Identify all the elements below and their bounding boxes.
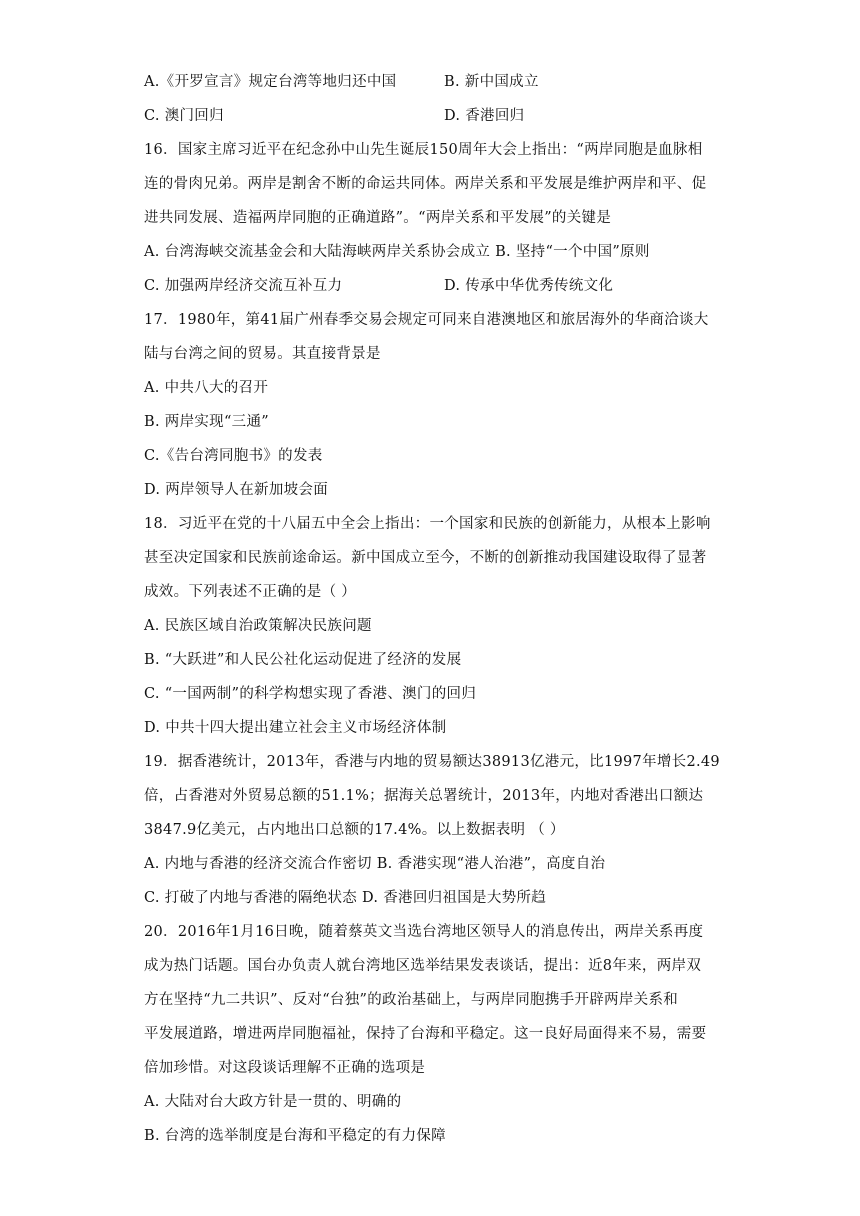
q19-option-ab: A. 内地与香港的经济交流合作密切 B. 香港实现“港人治港”，高度自治 (144, 856, 606, 872)
q16-stem-line: 进共同发展、造福两岸同胞的正确道路”。“两岸关系和平发展”的关键是 (144, 210, 612, 226)
q17-option-c: C.《告台湾同胞书》的发表 (144, 448, 323, 464)
q17-option-b: B. 两岸实现“三通” (144, 414, 269, 430)
q18-stem-line: 成效。下列表述不正确的是（ ） (144, 584, 357, 600)
q17-stem-line: 陆与台湾之间的贸易。其直接背景是 (144, 346, 381, 362)
q20-stem-line: 平发展道路，增进两岸同胞福祉，保持了台海和平稳定。这一良好局面得来不易，需要 (144, 1026, 707, 1042)
q20-stem-line: 方在坚持“九二共识”、反对“台独”的政治基础上，与两岸同胞携手开辟两岸关系和 (144, 992, 679, 1008)
q15-option-d: D. 香港回归 (444, 108, 525, 124)
q18-stem-line: 甚至决定国家和民族前途命运。新中国成立至今，不断的创新推动我国建设取得了显著 (144, 550, 707, 566)
q20-option-a: A. 大陆对台大政方针是一贯的、明确的 (144, 1094, 402, 1110)
q15-option-a: A.《开罗宣言》规定台湾等地归还中国 (144, 74, 397, 90)
q15-option-c: C. 澳门回归 (144, 108, 224, 124)
q18-option-a: A. 民族区域自治政策解决民族问题 (144, 618, 372, 634)
q17-option-a: A. 中共八大的召开 (144, 380, 269, 396)
q18-stem-line: 18．习近平在党的十八届五中全会上指出：一个国家和民族的创新能力，从根本上影响 (144, 516, 711, 532)
q18-option-d: D. 中共十四大提出建立社会主义市场经济体制 (144, 720, 447, 736)
q16-stem-line: 16．国家主席习近平在纪念孙中山先生诞辰150周年大会上指出：“两岸同胞是血脉相 (144, 142, 703, 158)
q19-stem-line: 19．据香港统计，2013年，香港与内地的贸易额达38913亿港元，比1997年增长2.49 (144, 754, 720, 770)
q16-stem-line: 连的骨肉兄弟。两岸是割舍不断的命运共同体。两岸关系和平发展是维护两岸和平、促 (144, 176, 707, 192)
q20-option-b: B. 台湾的选举制度是台海和平稳定的有力保障 (144, 1128, 446, 1144)
q16-option-d: D. 传承中华优秀传统文化 (444, 278, 614, 294)
q20-stem-line: 20．2016年1月16日晚，随着蔡英文当选台湾地区领导人的消息传出，两岸关系再度 (144, 924, 704, 940)
q20-stem-line: 倍加珍惜。对这段谈话理解不正确的选项是 (144, 1060, 426, 1076)
q16-option-ab: A. 台湾海峡交流基金会和大陆海峡两岸关系协会成立 B. 坚持“一个中国”原则 (144, 244, 650, 260)
q18-option-c: C. “一国两制”的科学构想实现了香港、澳门的回归 (144, 686, 477, 702)
q17-stem-line: 17．1980年，第41届广州春季交易会规定可同来自港澳地区和旅居海外的华商洽谈大 (144, 312, 709, 328)
q18-option-b: B. “大跃进”和人民公社化运动促进了经济的发展 (144, 652, 462, 668)
q19-stem-line: 3847.9亿美元，占内地出口总额的17.4%。以上数据表明 （ ） (144, 822, 565, 838)
q17-option-d: D. 两岸领导人在新加坡会面 (144, 482, 329, 498)
q19-option-cd: C. 打破了内地与香港的隔绝状态 D. 香港回归祖国是大势所趋 (144, 890, 547, 906)
q16-option-c: C. 加强两岸经济交流互补互力 (144, 278, 343, 294)
q19-stem-line: 倍，占香港对外贸易总额的51.1%；据海关总署统计，2013年，内地对香港出口额达 (144, 788, 704, 804)
q15-option-b: B. 新中国成立 (444, 74, 539, 90)
q20-stem-line: 成为热门话题。国台办负责人就台湾地区选举结果发表谈话，提出：近8年来，两岸双 (144, 958, 702, 974)
